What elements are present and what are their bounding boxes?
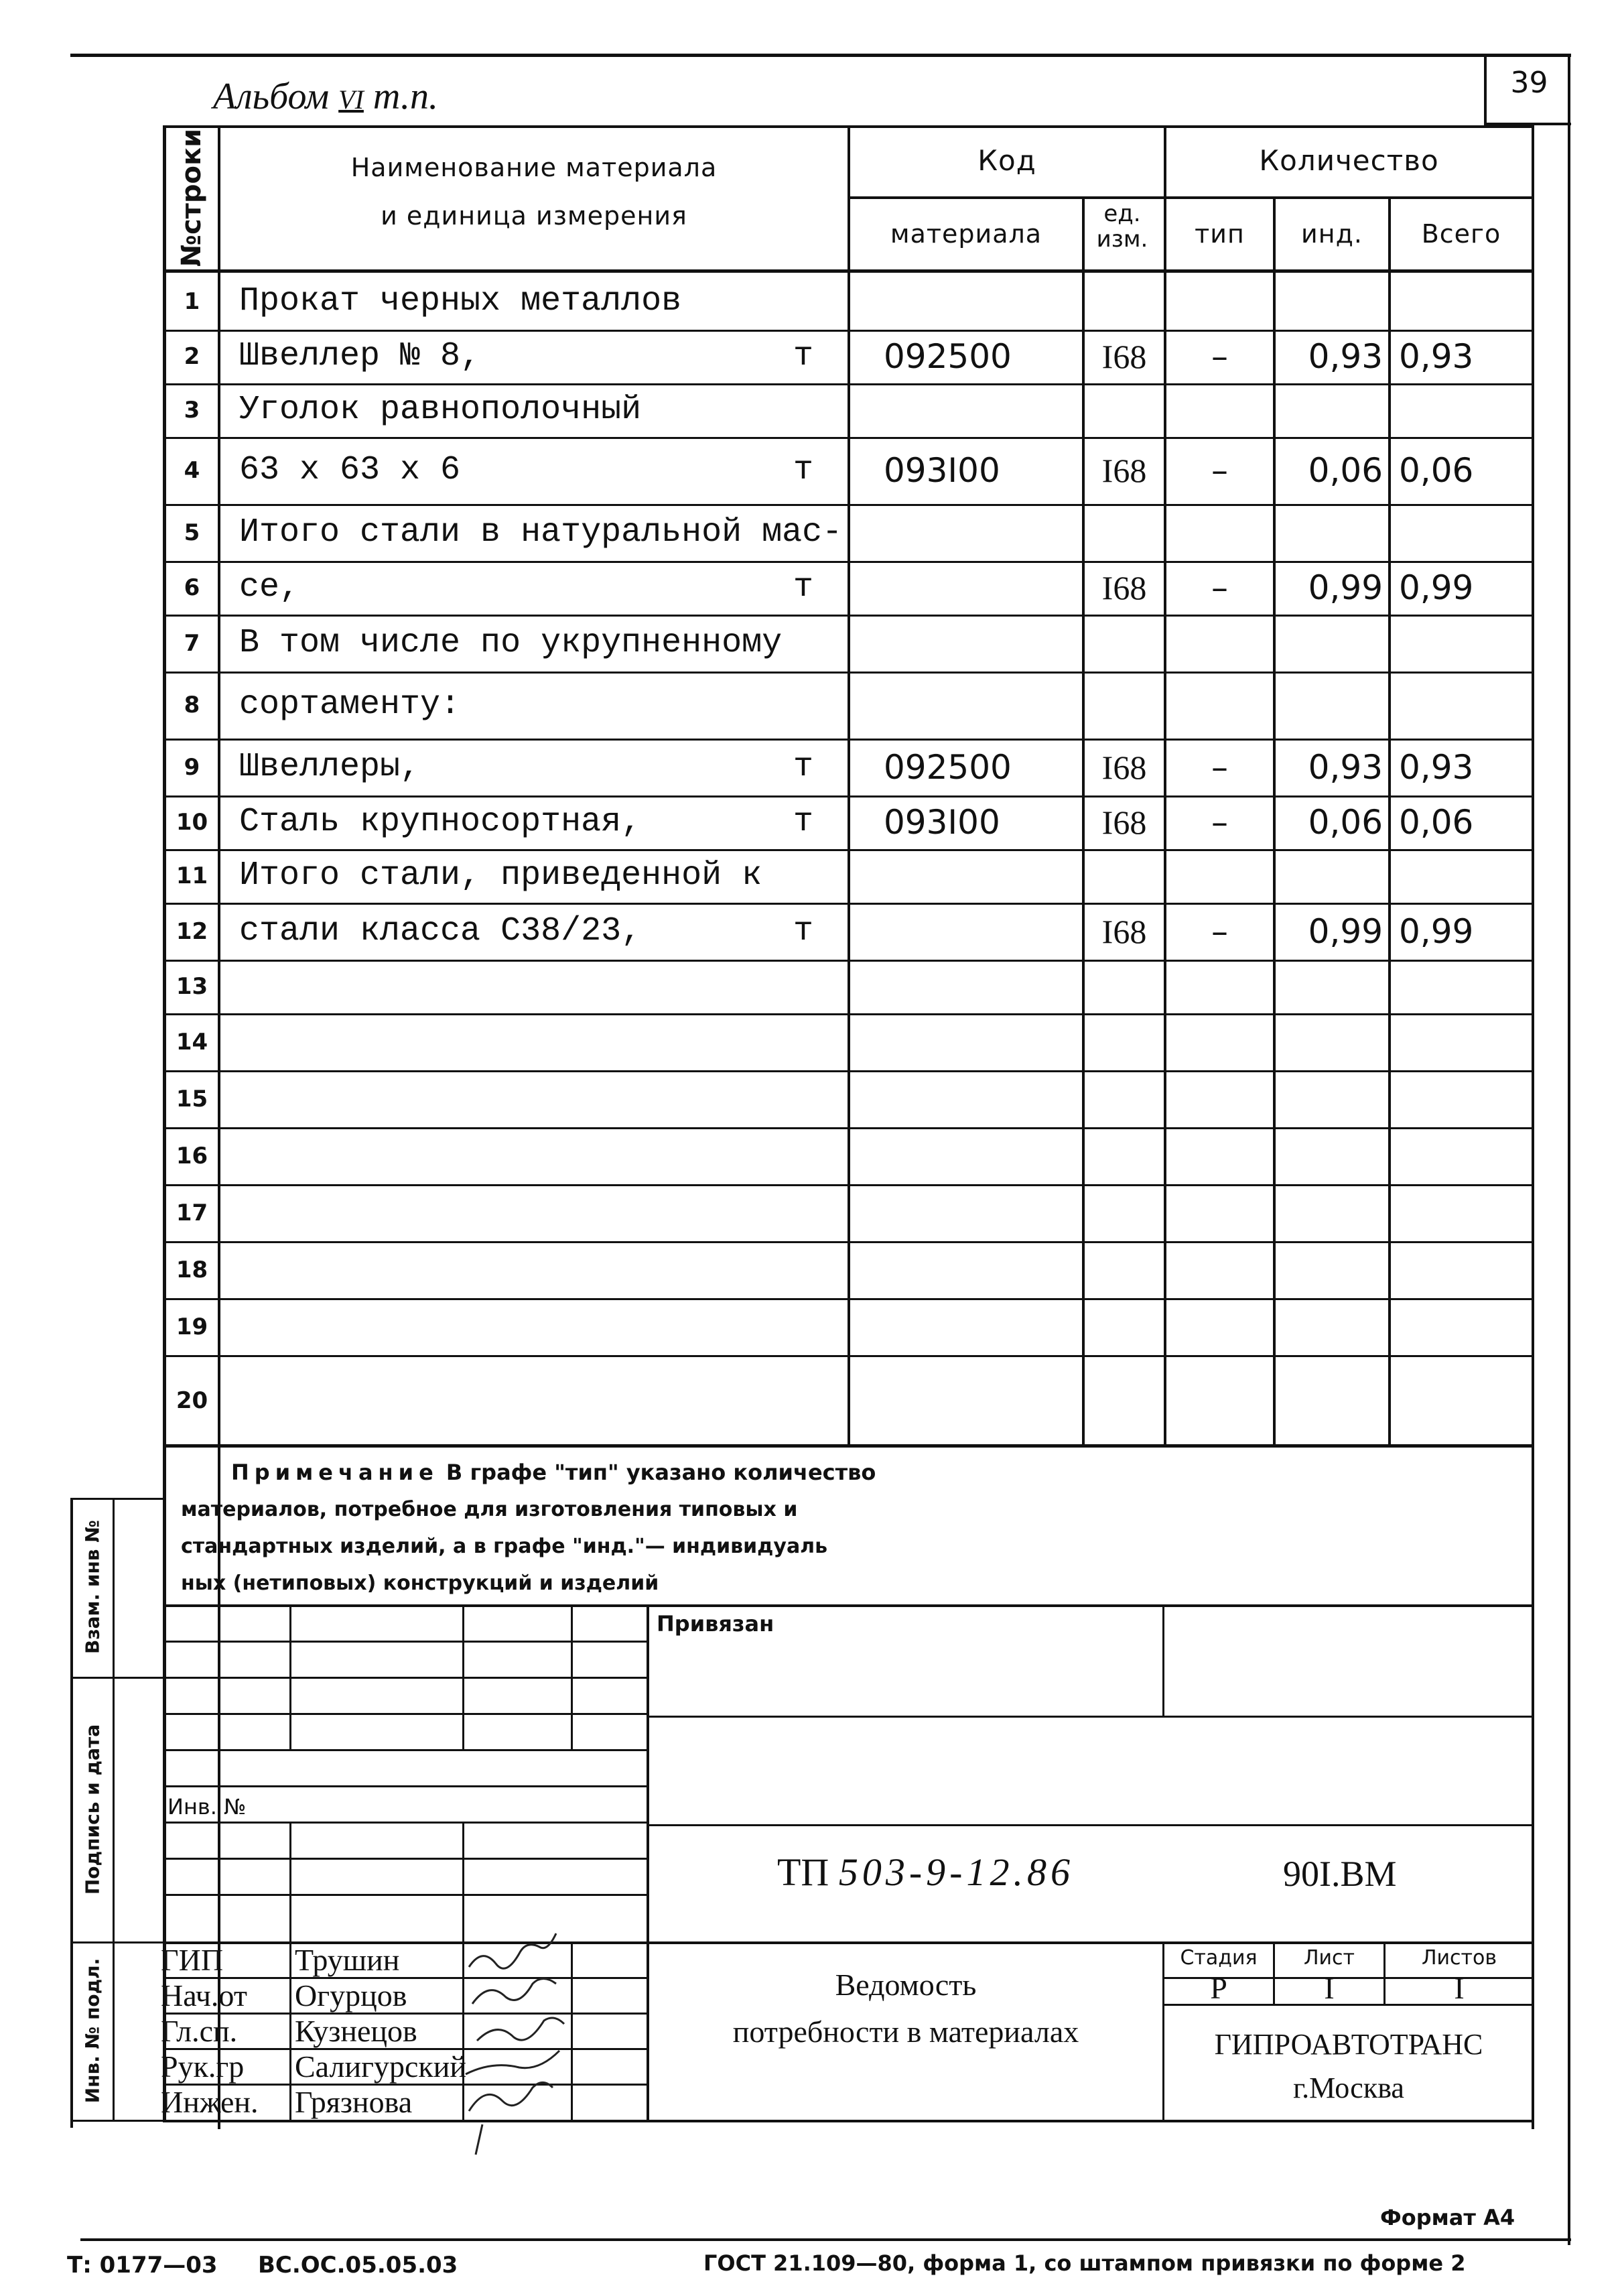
- row-number: 15: [176, 1085, 208, 1112]
- row-material-name: сортаменту:: [239, 686, 461, 724]
- header-qty-type: тип: [1195, 219, 1245, 249]
- row-material-code: 092500: [884, 747, 1012, 787]
- stage-value: Р: [1210, 1971, 1227, 2005]
- note-line2: материалов, потребное для изготовления типовых и: [181, 1498, 798, 1521]
- stamp-person-role: Рук.гр: [161, 2049, 245, 2084]
- header-code: Код: [977, 144, 1036, 177]
- row-unit-code: I68: [1101, 452, 1147, 489]
- row-qty-total: 0,99: [1399, 568, 1474, 607]
- row-material-name: стали класса С38/23,: [239, 911, 642, 950]
- row-number: 13: [176, 973, 208, 1000]
- row-number: 12: [176, 917, 208, 945]
- row-number: 10: [176, 809, 208, 836]
- doc-number: 503-9-12.86: [838, 1850, 1074, 1894]
- org-city: г.Москва: [1293, 2071, 1404, 2104]
- stamp-inv-no: Инв. №: [167, 1794, 247, 1820]
- row-number: 20: [176, 1387, 208, 1414]
- row-material-code: 093I00: [884, 451, 1000, 490]
- row-unit-code: I68: [1101, 912, 1147, 950]
- stamp-person-name: Кузнецов: [295, 2014, 417, 2048]
- note-label: Примечание: [231, 1460, 439, 1485]
- row-unit-code: I68: [1101, 569, 1147, 607]
- row-number: 14: [176, 1028, 208, 1056]
- note-line1: В графе "тип" указано количество: [446, 1460, 876, 1485]
- stamp-person-role: ГИП: [161, 1943, 224, 1977]
- footer-left-code: Т: 0177—03: [67, 2252, 218, 2279]
- stamp-person-role: Инжен.: [161, 2085, 259, 2119]
- stamp-person-name: Трушин: [295, 1943, 400, 1977]
- sheet-label: Лист: [1303, 1946, 1355, 1970]
- row-number: 11: [176, 863, 208, 889]
- row-qty-type: –: [1211, 747, 1228, 787]
- footer-left-code2: ВС.ОС.05.05.03: [258, 2252, 458, 2279]
- stamp-person-name: Огурцов: [295, 1978, 407, 2013]
- stamp-title-line2: потребности в материалах: [732, 2015, 1079, 2049]
- row-number: 7: [184, 629, 200, 657]
- row-material-name: Сталь крупносортная,: [239, 803, 642, 841]
- stamp-person-role: Нач.от: [161, 1978, 247, 2013]
- stamp-person-name: Грязнова: [295, 2085, 413, 2119]
- footer-format: Формат А4: [1380, 2205, 1515, 2230]
- row-unit-code: I68: [1101, 804, 1147, 841]
- row-qty-ind: 0,93: [1308, 747, 1383, 787]
- sheets-label: Листов: [1421, 1946, 1497, 1970]
- side-label-vzam: Взам. инв №: [81, 1520, 104, 1654]
- sheets-value: I: [1454, 1971, 1465, 2005]
- row-number: 9: [184, 753, 200, 781]
- row-number: 1: [184, 288, 200, 315]
- album-suffix: т.п.: [373, 76, 439, 117]
- row-unit: т: [793, 911, 813, 950]
- stamp-person-name: Салигурский: [295, 2049, 466, 2084]
- row-number: 16: [176, 1142, 208, 1169]
- side-label-inv: Инв. № подл.: [81, 1958, 104, 2104]
- row-unit-code: I68: [1101, 748, 1147, 786]
- row-number: 19: [176, 1313, 208, 1340]
- header-quantity: Количество: [1259, 144, 1439, 177]
- row-number: 5: [184, 519, 200, 546]
- stamp-person-role: Гл.сп.: [161, 2014, 238, 2048]
- row-qty-type: –: [1211, 911, 1228, 951]
- stamp-privyazan: Привязан: [657, 1611, 774, 1637]
- row-material-name: 63 х 63 х 6: [239, 451, 461, 489]
- stamp-title-line1: Ведомость: [835, 1968, 977, 2002]
- row-unit-code: I68: [1101, 338, 1147, 375]
- row-number: 17: [176, 1199, 208, 1226]
- row-qty-ind: 0,06: [1308, 451, 1383, 490]
- row-material-name: Итого стали в натуральной мас-: [239, 513, 843, 552]
- row-number: 3: [184, 397, 200, 424]
- row-material-name: Уголок равнополочный: [239, 391, 642, 429]
- header-qty-total: Всего: [1421, 219, 1501, 249]
- row-material-name: се,: [239, 568, 300, 607]
- row-number: 6: [184, 574, 200, 601]
- row-number: 18: [176, 1256, 208, 1283]
- album-number: VI: [338, 84, 364, 115]
- row-number: 8: [184, 692, 200, 718]
- header-code-material: материала: [890, 219, 1042, 249]
- row-qty-type: –: [1211, 803, 1228, 842]
- row-unit: т: [793, 451, 813, 489]
- row-number: 2: [184, 343, 200, 370]
- row-qty-total: 0,93: [1399, 747, 1474, 787]
- header-row-number: №строки: [176, 128, 207, 267]
- row-qty-type: –: [1211, 337, 1228, 376]
- row-qty-ind: 0,99: [1308, 568, 1383, 607]
- header-qty-ind: инд.: [1301, 219, 1363, 249]
- row-unit: т: [793, 803, 813, 841]
- row-qty-total: 0,93: [1399, 337, 1474, 376]
- row-qty-ind: 0,06: [1308, 803, 1383, 842]
- row-number: 4: [184, 457, 200, 484]
- header-name-line1: Наименование материала: [350, 153, 718, 182]
- row-qty-type: –: [1211, 568, 1228, 607]
- row-qty-type: –: [1211, 451, 1228, 490]
- row-qty-ind: 0,93: [1308, 337, 1383, 376]
- row-material-code: 093I00: [884, 803, 1000, 842]
- row-material-name: Итого стали, приведенной к: [239, 856, 762, 895]
- row-material-name: Прокат черных металлов: [239, 281, 682, 320]
- row-material-name: Швеллер № 8,: [239, 337, 481, 375]
- row-unit: т: [793, 337, 813, 375]
- stage-label: Стадия: [1180, 1946, 1258, 1970]
- row-unit: т: [793, 568, 813, 607]
- row-qty-ind: 0,99: [1308, 911, 1383, 951]
- row-qty-total: 0,99: [1399, 911, 1474, 951]
- doc-suffix: 90I.ВМ: [1283, 1854, 1397, 1894]
- org-name: ГИПРОАВТОТРАНС: [1214, 2028, 1483, 2061]
- album-label: Альбом: [213, 76, 330, 117]
- page-number: 39: [1510, 66, 1548, 100]
- row-material-name: Швеллеры,: [239, 747, 421, 786]
- row-material-name: В том числе по укрупненному: [239, 623, 783, 662]
- doc-code: ТП: [777, 1850, 829, 1894]
- row-unit: т: [793, 747, 813, 786]
- side-label-podpis: Подпись и дата: [81, 1724, 104, 1895]
- row-qty-total: 0,06: [1399, 451, 1474, 490]
- note-line4: ных (нетиповых) конструкций и изделий: [181, 1572, 659, 1595]
- sheet-value: I: [1324, 1971, 1335, 2005]
- header-name-line2: и единица измерения: [381, 201, 687, 231]
- row-qty-total: 0,06: [1399, 803, 1474, 842]
- footer-gost: ГОСТ 21.109—80, форма 1, со штампом привязки по форме 2: [703, 2250, 1466, 2276]
- row-material-code: 092500: [884, 337, 1012, 376]
- note-line3: стандартных изделий, а в графе "инд."— индивидуаль: [181, 1535, 828, 1558]
- header-code-unit: ед. изм.: [1096, 200, 1148, 253]
